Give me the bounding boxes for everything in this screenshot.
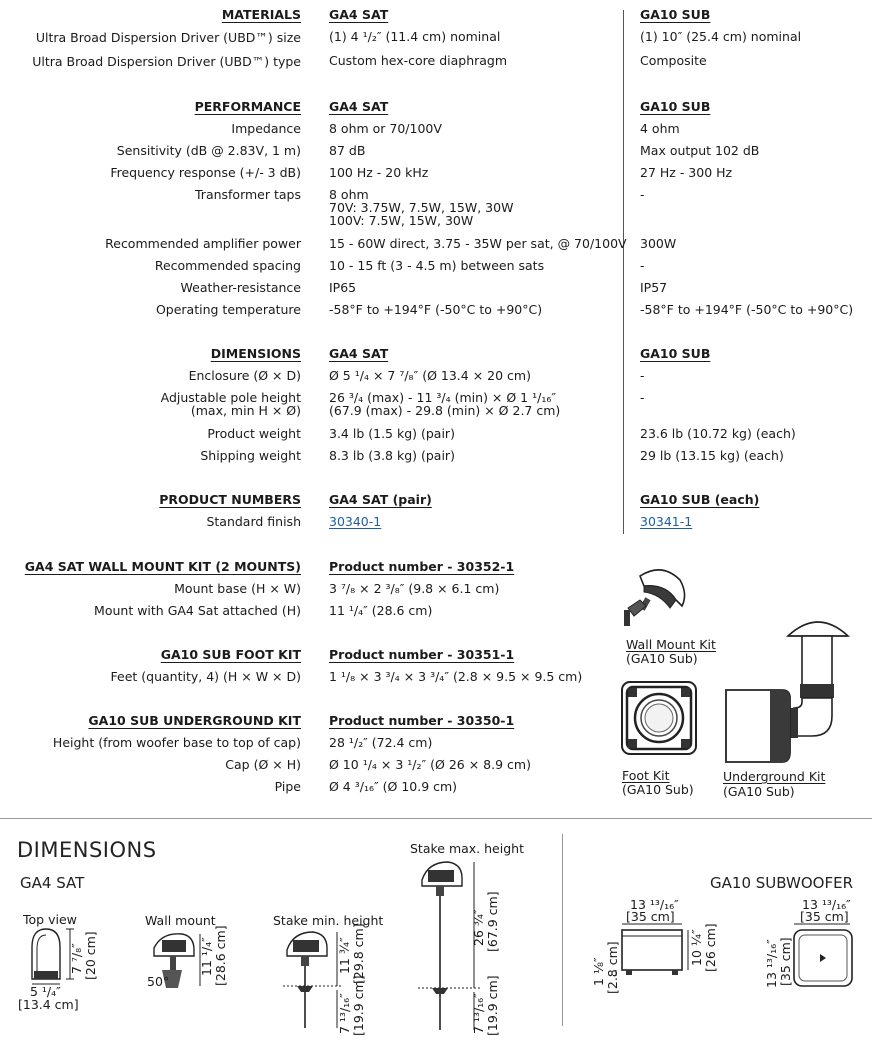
wall-kit-product-number: Product number - 30352-1 [329,559,515,574]
spec-label: Mount base (H × W) [174,581,301,596]
spec-label: Ultra Broad Dispersion Driver (UBD™) size [35,30,301,45]
performance-col-ga4: GA4 SAT [329,99,389,114]
spec-value: 8 ohm or 70/100V [329,121,442,136]
spec-value: -58°F to +194°F (-50°C to +90°C) [640,302,854,317]
stake-max-label: Stake max. height [410,841,524,856]
sub-side-height-cm: [26 cm] [703,923,718,972]
stake-max-stake: 7 ¹³/₁₆″ [471,993,486,1034]
spec-label: Impedance [231,121,301,136]
spec-value: 15 - 60W direct, 3.75 - 35W per sat, @ 70/100V [329,236,627,251]
materials-header: MATERIALS [221,7,301,22]
spec-value: (1) 10″ (25.4 cm) nominal [640,29,802,44]
wall-mount-kit-image [622,562,692,632]
spec-value: -58°F to +194°F (-50°C to +90°C) [329,302,543,317]
underground-kit-image [722,612,852,768]
spec-value: IP57 [640,280,668,295]
top-view-height: 7 ⁷/₈″ [69,943,84,974]
spec-value: 3.4 lb (1.5 kg) (pair) [329,426,455,441]
spec-value: - [640,258,645,273]
stake-min-height: 11 ¾″ [337,937,352,974]
spec-value: 26 ³/₄ (max) - 11 ³/₄ (min) × Ø 1 ¹/₁₆″ [329,390,557,405]
wall-mount-angle: 50° [147,974,170,989]
spec-value: Ø 5 ¹/₄ × 7 ⁷/₈″ (Ø 13.4 × 20 cm) [329,368,531,383]
spec-label: Transformer taps [195,187,301,202]
spec-value: 11 ¹/₄″ (28.6 cm) [329,603,433,618]
spec-label: Ultra Broad Dispersion Driver (UBD™) type [32,54,301,69]
spec-label: (max, min H × Ø) [190,403,301,418]
spec-value: 8 ohm [329,187,369,202]
wall-mount-kit-link[interactable]: Wall Mount Kit [626,637,716,652]
underground-kit-sub: (GA10 Sub) [723,784,795,799]
spec-value: 29 lb (13.15 kg) (each) [640,448,784,463]
spec-value: (67.9 (max) - 29.8 (min) × Ø 2.7 cm) [329,403,561,418]
dimensions-header: DIMENSIONS [210,346,301,361]
dimensions-col-ga10: GA10 SUB [640,346,711,361]
underground-kit-link[interactable]: Underground Kit [723,769,826,784]
stake-max-height: 26 ¾″ [471,909,486,946]
performance-col-ga10: GA10 SUB [640,99,711,114]
spec-value: 1 ¹/₈ × 3 ³/₄ × 3 ³/₄″ (2.8 × 9.5 × 9.5 cm) [329,669,583,684]
spec-label: Cap (Ø × H) [225,757,301,772]
sub-side-height: 10 ¼″ [689,929,704,966]
spec-value: (1) 4 ¹/₂″ (11.4 cm) nominal [329,29,501,44]
top-view-label: Top view [23,912,77,927]
foot-kit-sub: (GA10 Sub) [622,782,694,797]
underground-kit-product-number: Product number - 30350-1 [329,713,515,728]
foot-kit-image [620,680,700,758]
spec-value: 28 ¹/₂″ (72.4 cm) [329,735,433,750]
spec-label: Shipping weight [200,448,301,463]
spec-label: Recommended amplifier power [105,236,301,251]
dimensions-col-ga4: GA4 SAT [329,346,389,361]
spec-label: Enclosure (Ø × D) [188,368,301,383]
top-view-width-cm: [13.4 cm] [18,997,79,1012]
ga10-product-link[interactable]: 30341-1 [640,514,693,529]
spec-value: Max output 102 dB [640,143,760,158]
spec-value: IP65 [329,280,357,295]
sub-side-width: 13 ¹³/₁₆″ [630,897,679,912]
top-view-height-cm: [20 cm] [83,931,98,980]
spec-value: - [640,390,645,405]
spec-label: Sensitivity (dB @ 2.83V, 1 m) [116,143,301,158]
sub-side-drawing [612,922,692,978]
materials-col-ga10: GA10 SUB [640,7,711,22]
spec-value: Custom hex-core diaphragm [329,53,508,68]
sub-top-width: 13 ¹³/₁₆″ [802,897,851,912]
wall-mount-height-cm: [28.6 cm] [213,925,228,986]
sub-side-feet: 1 ⅛″ [591,957,606,986]
foot-kit-link[interactable]: Foot Kit [622,768,670,783]
ga4-sat-title: GA4 SAT [20,874,85,892]
foot-kit-product-number: Product number - 30351-1 [329,647,515,662]
product-numbers-col-ga10: GA10 SUB (each) [640,492,760,507]
stake-max-height-cm: [67.9 cm] [485,891,500,952]
spec-label: Product weight [207,426,301,441]
spec-value: Ø 4 ³/₁₆″ (Ø 10.9 cm) [329,779,458,794]
spec-label: Height (from woofer base to top of cap) [52,735,301,750]
sub-top-height-cm: [35 cm] [778,937,793,986]
spec-label: Mount with GA4 Sat attached (H) [94,603,301,618]
spec-label: Operating temperature [155,302,301,317]
stake-min-stake: 7 ¹³/₁₆″ [337,993,352,1034]
underground-kit-header: GA10 SUB UNDERGROUND KIT [88,713,301,728]
spec-value: - [640,187,645,202]
spec-value: - [640,368,645,383]
spec-label: Standard finish [206,514,301,529]
wall-mount-height: 11 ¹/₄″ [199,937,214,976]
sub-top-width-cm: [35 cm] [800,909,849,924]
spec-value: 300W [640,236,677,251]
sub-side-feet-cm: [2.8 cm] [605,941,620,994]
foot-kit-header: GA10 SUB FOOT KIT [160,647,301,662]
product-numbers-header: PRODUCT NUMBERS [159,492,301,507]
spec-label: Weather-resistance [180,280,301,295]
spec-value: 23.6 lb (10.72 kg) (each) [640,426,796,441]
performance-header: PERFORMANCE [194,99,301,114]
spec-value: Ø 10 ¹/₄ × 3 ¹/₂″ (Ø 26 × 8.9 cm) [329,757,531,772]
spec-value: 100 Hz - 20 kHz [329,165,429,180]
top-view-width: 5 ¹/₄″ [30,984,61,999]
materials-col-ga4: GA4 SAT [329,7,389,22]
spec-value: Composite [640,53,707,68]
product-numbers-col-ga4: GA4 SAT (pair) [329,492,432,507]
drawing-divider [562,834,563,1026]
sub-top-drawing [790,922,856,988]
column-divider [623,10,624,534]
stake-min-stake-cm: [19.9 cm] [351,975,366,1036]
spec-value: 70V: 3.75W, 7.5W, 15W, 30W [329,200,514,215]
spec-value: 4 ohm [640,121,680,136]
wall-kit-header: GA4 SAT WALL MOUNT KIT (2 MOUNTS) [24,559,301,574]
section-divider [0,818,872,819]
spec-value: 87 dB [329,143,366,158]
wall-mount-label: Wall mount [145,913,216,928]
stake-min-height-cm: [29.8 cm] [351,923,366,984]
spec-value: 10 - 15 ft (3 - 4.5 m) between sats [329,258,545,273]
spec-label: Frequency response (+/- 3 dB) [110,165,301,180]
spec-value: 100V: 7.5W, 15W, 30W [329,213,474,228]
stake-max-stake-cm: [19.9 cm] [485,975,500,1036]
spec-label: Feet (quantity, 4) (H × W × D) [110,669,301,684]
spec-label: Pipe [274,779,301,794]
spec-label: Recommended spacing [154,258,301,273]
ga4-product-link[interactable]: 30340-1 [329,514,382,529]
wall-mount-kit-sub: (GA10 Sub) [626,651,698,666]
spec-value: 8.3 lb (3.8 kg) (pair) [329,448,455,463]
spec-value: 27 Hz - 300 Hz [640,165,733,180]
sub-side-width-cm: [35 cm] [626,909,675,924]
sub-top-height: 13 ¹³/₁₆″ [764,939,779,988]
drawings-title: DIMENSIONS [17,838,157,862]
stake-min-label: Stake min. height [273,913,384,928]
spec-value: 3 ⁷/₈ × 2 ³/₈″ (9.8 × 6.1 cm) [329,581,500,596]
ga10-sub-title: GA10 SUBWOOFER [710,874,853,892]
spec-label: Adjustable pole height [160,390,301,405]
